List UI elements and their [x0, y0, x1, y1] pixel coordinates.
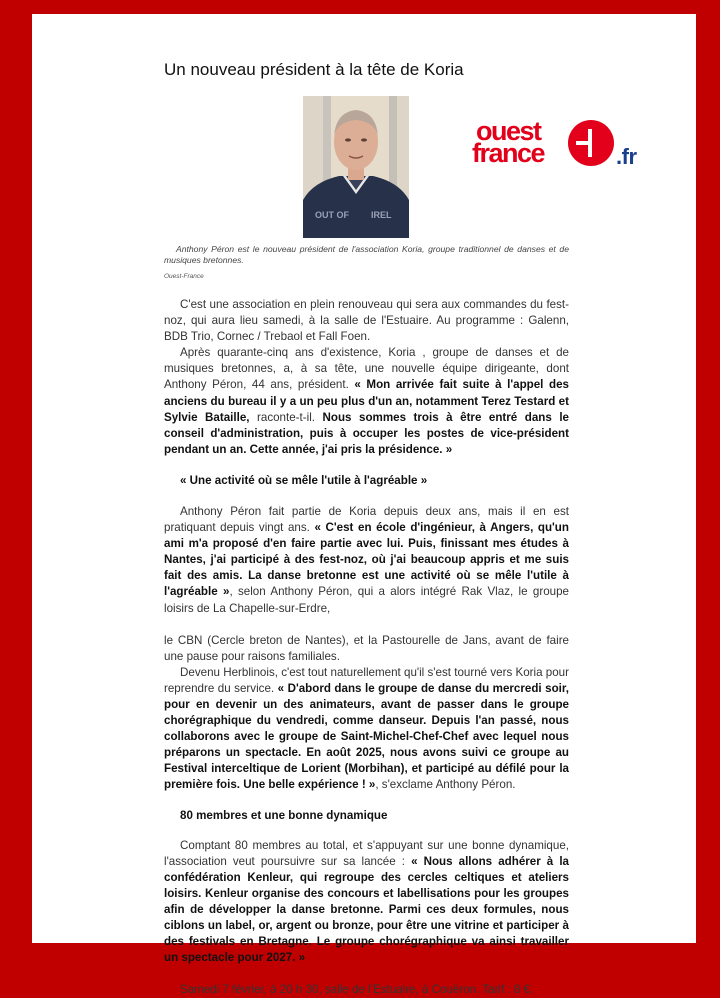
quote-text: « Nous allons adhérer à la confédération Kenleur, qui regroupe des cercles celtiques et ateliers loisirs. Kenleur organise des concours et labellisations pour les groupes afin de développer la danse bretonne. Parmi ces deux formules, nous ciblons un label, or, argent ou bronze, pour être une vitrine et participer à des festivals en Bretagne. Le groupe chorégraphique va ainsi travailler un spectacle pour 2027. » — [164, 854, 569, 965]
portrait-illustration — [303, 96, 409, 238]
event-info: Samedi 7 février, à 20 h 30, salle de l'Estuaire, à Couëron. Tarif : 8 €. — [180, 983, 534, 997]
logo-circle-icon — [568, 120, 614, 166]
logo-tld: .fr — [616, 144, 637, 169]
ouest-france-logo — [472, 116, 642, 180]
paragraph-continued: le CBN (Cercle breton de Nantes), et la Pastourelle de Jans, avant de faire une pause pour raisons familiales. — [164, 633, 569, 663]
photo-caption: Anthony Péron est le nouveau président de l'association Koria, groupe traditionnel de danses et de musiques bretonnes. — [164, 244, 569, 265]
portrait-photo — [303, 96, 409, 238]
quote-text: « D'abord dans le groupe de danse du mercredi soir, pour en devenir un des animateurs, avant de passer dans le groupe chorégraphique du vendredi, comme danseur. Depuis l'an passé, nous collaborons avec le groupe de Saint-Michel-Chef-Chef avec lequel nous préparons un spectacle. En août 2025, nous avons suivi ce groupe au Festival interceltique de Lorient (Morbihan), et participé au défilé pour la première fois. Une belle expérience ! » — [164, 681, 569, 792]
logo-word-ouest: ouest — [476, 116, 541, 146]
paragraph-text: Devenu Herblinois, c'est tout naturellement qu'il s'est tourné vers Koria pour reprendre du service. — [164, 665, 569, 695]
logo-word-france: france — [472, 138, 545, 168]
quote-text: Nous sommes trois à être entré dans le conseil d'administration, puis à occuper les postes de vice-président pendant un an. Cette année, j'ai pris la présidence. » — [164, 410, 569, 456]
paragraph-text: Anthony Péron fait partie de Koria depuis deux ans, mais il en est pratiquant depuis vingt ans. — [164, 504, 569, 535]
photo-credit: Ouest-France — [164, 273, 204, 280]
paragraph-text: , s'exclame Anthony Péron. — [375, 778, 516, 792]
paragraph-president — [164, 345, 569, 458]
paragraph-intro: C'est une association en plein renouveau qui sera aux commandes du fest-noz, qui aura lieu samedi, à la salle de l'Estuaire. Au programme : Galenn, BDB Trio, Cornec / Trebaol et Fall Foen. — [164, 298, 569, 344]
paragraph-kenleur — [164, 838, 569, 967]
shirt-print-left: OUT OF — [315, 210, 349, 220]
paragraph-text: Après quarante-cinq ans d'existence, Koria , groupe de danses et de musiques bretonnes, a, à sa tête, une nouvelle équipe dirigeante, dont Anthony Péron, 44 ans, président. — [164, 346, 569, 392]
article-title: Un nouveau président à la tête de Koria — [164, 60, 464, 79]
shirt-print-right: IREL — [371, 210, 392, 220]
quote-text: « C'est en école d'ingénieur, à Angers, qu'un ami m'a proposé d'en faire partie avec lui. Puis, finissant mes études à Nantes, j'ai participé à des fest-noz, où j'ai beaucoup appris et me suis fait des amis. La danse bretonne est une activité où se mêle l'utile à l'agréable » — [164, 521, 569, 599]
paragraph-background — [164, 504, 569, 617]
paragraph-herblinois — [164, 665, 569, 794]
paragraph-text: Comptant 80 membres au total, et s'appuyant sur une bonne dynamique, l'association veut poursuivre sur sa lancée : — [164, 838, 569, 868]
paragraph-text: , selon Anthony Péron, qui a alors intégré Rak Vlaz, le groupe loisirs de La Chapelle-sur-Erdre, — [164, 585, 569, 615]
paragraph-text: raconte-t-il. — [249, 410, 323, 424]
subheading-membres: 80 membres et une bonne dynamique — [180, 808, 388, 822]
quote-text: « Mon arrivée fait suite à l'appel des anciens du bureau il y a un peu plus d'un an, notamment Terez Testard et Sylvie Bataille, — [164, 378, 569, 424]
article-body — [164, 244, 569, 998]
subheading-activite: « Une activité où se mêle l'utile à l'agréable » — [180, 473, 428, 487]
